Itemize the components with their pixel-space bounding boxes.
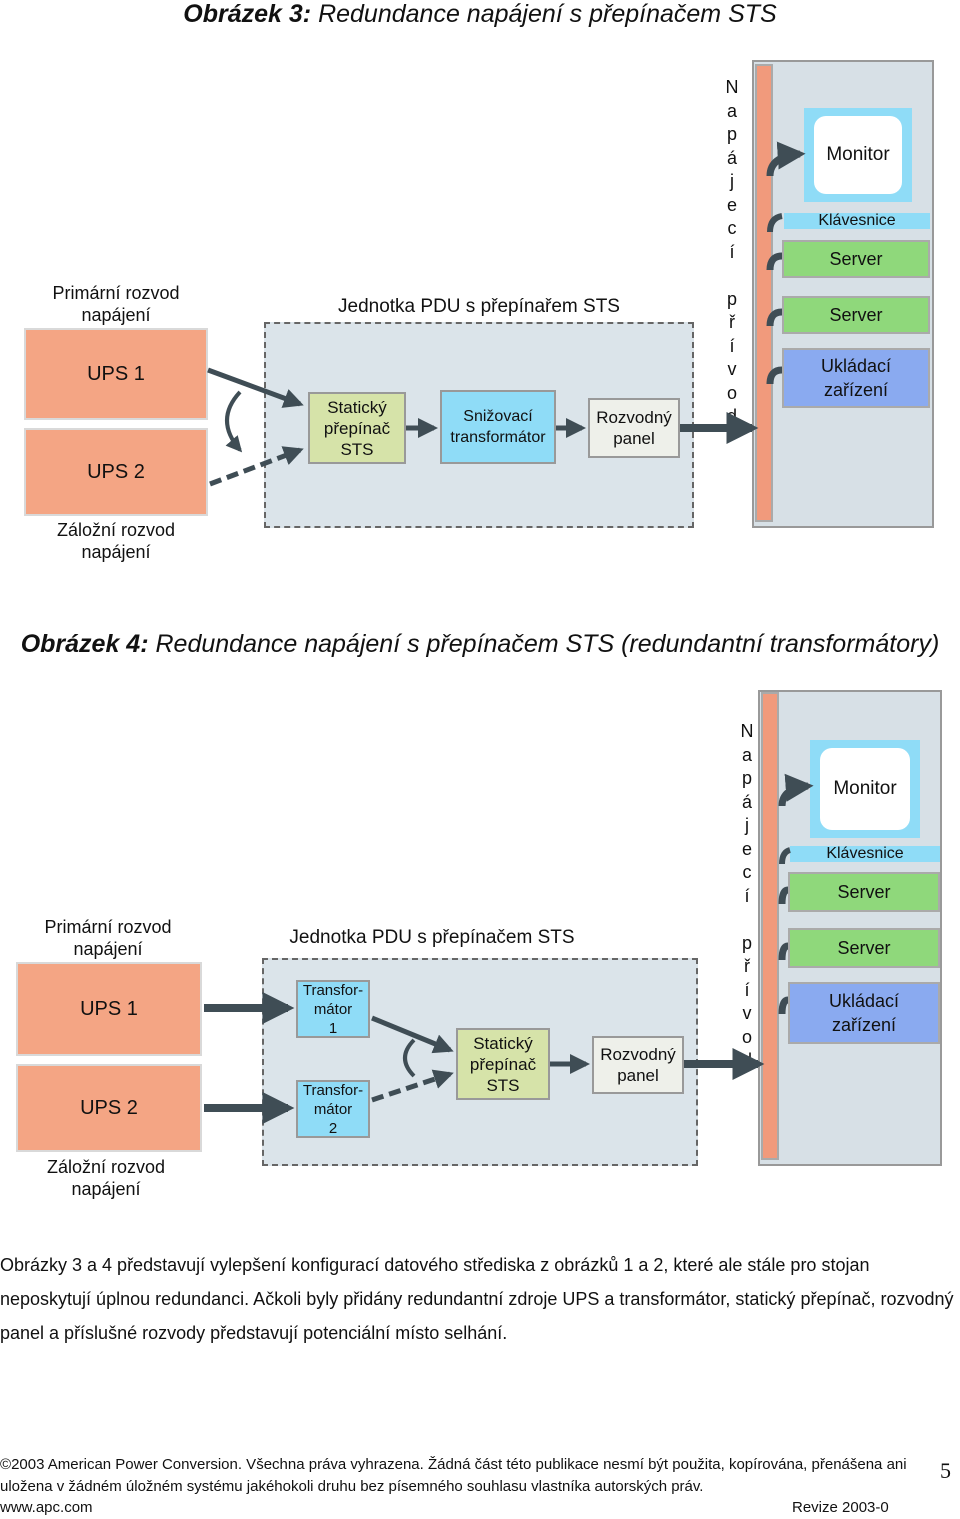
figure-4-caption: Redundance napájení s přepínačem STS (redundantní transformátory) xyxy=(148,630,940,658)
monitor-plug xyxy=(770,154,800,176)
footer-copyright-line-1 xyxy=(0,1456,907,1473)
ups-2: UPS 2 xyxy=(16,1064,202,1152)
server1-plug xyxy=(770,256,782,270)
server2-plug xyxy=(770,312,782,326)
server-1: Server xyxy=(782,240,930,278)
pdu-label: Jednotka PDU s přepínařem STS xyxy=(338,296,620,317)
monitor: Monitor xyxy=(820,748,910,830)
footer-revision: Revize 2003-0 xyxy=(792,1499,889,1516)
server1-plug xyxy=(782,890,788,904)
copyright-text-2: uložena v žádném úložném systému jakéhokoli druhu bez písemného souhlasu vlastníka autorských práv. xyxy=(0,1478,704,1495)
storage-plug xyxy=(782,1000,788,1014)
switchover-curve xyxy=(227,392,240,450)
keyboard: Klávesnice xyxy=(790,846,940,862)
keyboard-plug xyxy=(770,216,782,232)
figure-3-number: Obrázek 3: xyxy=(183,0,312,28)
footer-url: www.apc.com xyxy=(0,1499,93,1516)
ups-1: UPS 1 xyxy=(16,962,202,1056)
footer-copyright-line-2 xyxy=(0,1478,703,1495)
monitor: Monitor xyxy=(814,116,902,194)
static-transfer-switch: Statický přepínač STS xyxy=(456,1028,550,1100)
server-2: Server xyxy=(788,928,940,968)
copyright-text-1: 2003 American Power Conversion. Všechna práva vyhrazena. Žádná část této publikace nesmí být použita, kopírována, přenášena ani xyxy=(11,1456,907,1473)
pdu-label: Jednotka PDU s přepínačem STS xyxy=(289,927,575,948)
ups1-to-sts-arrow xyxy=(208,370,300,404)
ups-1: UPS 1 xyxy=(24,328,208,420)
power-strip-label: N a p á j e c í p ř í v o d xyxy=(740,721,754,1070)
body-paragraph: Obrázky 3 a 4 představují vylepšení konfigurací datového střediska z obrázků 1 a 2, které ale stále pro stojan neposkytují úplnou redundanci. Ačkoli byly přidány redundantní zdroje UPS a transformátor, statický přepínač, rozvodný panel a příslušné rozvody představují potenciální místo selhání. xyxy=(0,1255,954,1343)
primary-power-label: Primární rozvod napájení xyxy=(52,283,180,325)
keyboard-plug xyxy=(782,850,790,864)
backup-power-label: Záložní rozvod napájení xyxy=(56,520,176,562)
step-down-transformer: Snižovací transformátor xyxy=(440,390,556,464)
transformer-2: Transfor- mátor 2 xyxy=(296,1080,370,1138)
server-2: Server xyxy=(782,296,930,334)
ups2-to-sts-arrow xyxy=(210,450,300,484)
primary-power-label: Primární rozvod napájení xyxy=(44,917,172,959)
power-strip-label: N a p á j e c í p ř í v o d xyxy=(725,77,739,426)
figure-3-caption: Redundance napájení s přepínačem STS xyxy=(311,0,777,28)
static-transfer-switch: Statický přepínač STS xyxy=(308,392,406,464)
server2-plug xyxy=(782,946,788,960)
storage-device: Ukládací zařízení xyxy=(788,982,940,1044)
storage-device: Ukládací zařízení xyxy=(782,348,930,408)
backup-power-label: Záložní rozvod napájení xyxy=(46,1157,166,1199)
distribution-panel: Rozvodný panel xyxy=(588,398,680,458)
copyright-symbol: © xyxy=(0,1456,12,1473)
distribution-panel: Rozvodný panel xyxy=(592,1036,684,1094)
server-1: Server xyxy=(788,872,940,912)
xfm2-to-sts-arrow xyxy=(372,1074,450,1100)
switchover-curve xyxy=(405,1040,414,1076)
transformer-1: Transfor- mátor 1 xyxy=(296,980,370,1038)
monitor-plug xyxy=(782,786,808,806)
page-number: 5 xyxy=(940,1458,951,1483)
storage-plug xyxy=(770,370,782,384)
keyboard: Klávesnice xyxy=(784,213,930,229)
figure-4-number: Obrázek 4: xyxy=(20,630,149,658)
ups-2: UPS 2 xyxy=(24,428,208,516)
